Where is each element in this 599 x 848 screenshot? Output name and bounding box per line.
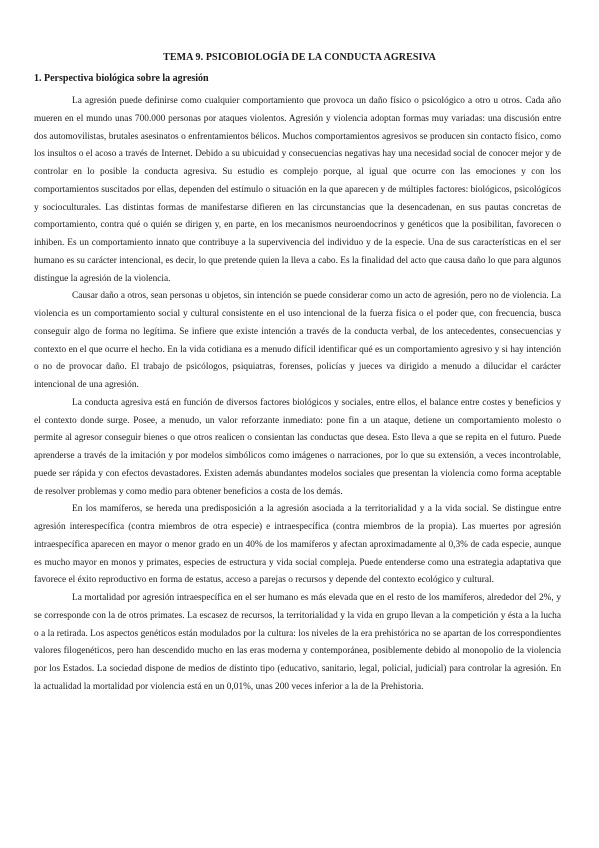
section-heading: 1. Perspectiva biológica sobre la agresión [34,73,209,84]
paragraph: En los mamíferos, se hereda una predisposición a la agresión asociada a la territorialidad y a la vida social. Se distingue entre agresión interespecífica (contra miembros de otra especie) e intraespecífica (contra miembros de la propia). Las muertes por agresión intraespecífica aparecen en mayor o menor grado en un 40% de los mamíferos y afectan aproximadamente al 0,3% de cada especie, aunque es mucho mayor en monos y primates, especies de estructura y vida social compleja. Puede entenderse como una estrategia adaptativa que favorece el éxito reproductivo en forma de estatus, acceso a parejas o recursos y depende del contexto ecológico y cultural. [34,504,561,586]
paragraph: La conducta agresiva está en función de diversos factores biológicos y sociales, entre ellos, el balance entre costes y beneficios y el contexto donde surge. Posee, a menudo, un valor reforzante inmediato: pone fin a un ataque, detiene un comportamiento molesto o permite al agresor conseguir bienes o que otros realicen o consientan las conductas que desea. Esto lleva a que se repita en el futuro. Puede aprenderse a través de la imitación y por modelos simbólicos como imágenes o narraciones, por lo que su extensión, a veces incontrolable, puede ser rápida y con efectos devastadores. Existen además abundantes modelos sociales que presentan la violencia como forma aceptable de resolver problemas y como medio para obtener beneficios a costa de los demás. [34,397,561,497]
document-body [34,93,561,697]
paragraph: Causar daño a otros, sean personas u objetos, sin intención se puede considerar como un acto de agresión, pero no de violencia. La violencia es un comportamiento social y cultural consistente en el uso intencional de la fuerza física o el poder que, con frecuencia, busca conseguir algo de forma no legítima. Se infiere que existe intención a través de la conducta verbal, de los antecedentes, consecuencias y contexto en el que ocurre el hecho. En la vida cotidiana es a menudo difícil identificar qué es un comportamiento agresivo y si hay intención o no de provocar daño. El trabajo de psicólogos, psiquiatras, forenses, policías y jueces va dirigido a menudo a dilucidar el carácter intencional de una agresión. [34,291,561,390]
paragraph: La mortalidad por agresión intraespecífica en el ser humano es más elevada que en el resto de los mamíferos, alrededor del 2%, y se corresponde con la de otros primates. La escasez de recursos, la territorialidad y la vida en grupo llevan a la competición y ésta a la lucha o a la retirada. Los aspectos genéticos están modulados por la cultura: los niveles de la era prehistórica no se apartan de los correspondientes valores filogenéticos, pero han descendido mucho en las eras moderna y contemporánea, posiblemente debido al monopolio de la violencia por los Estados. La sociedad dispone de medios de distinto tipo (educativo, sanitario, legal, policial, judicial) para controlar la agresión. En la actualidad la mortalidad por violencia está en un 0,01%, unas 200 veces inferior a la de la Prehistoria. [34,593,561,692]
paragraph: La agresión puede definirse como cualquier comportamiento que provoca un daño físico o psicológico a otro u otros. Cada año mueren en el mundo unas 700.000 personas por ataques violentos. Agresión y violencia adoptan formas muy variadas: una discusión entre dos automovilistas, brutales asesinatos o enfrentamientos bélicos. Muchos comportamientos agresivos se producen sin contacto físico, como los insultos o el acoso a través de Internet. Debido a su ubicuidad y consecuencias negativas hay una necesidad social de conocer mejor y de controlar en lo posible la conducta agresiva. Su estudio es complejo porque, al igual que ocurre con las emociones y con los comportamientos suscitados por ellas, dependen del estímulo o situación en la que aparecen y de múltiples factores: biológicos, psicológicos y socioculturales. Las distintas formas de manifestarse difieren en las circunstancias que la desencadenan, en sus pautas concretas de comportamiento, contra qué o quién se dirigen y, en parte, en los mecanismos neuroendocrinos y genéticos que la posibilitan, favorecen o inhiben. Es un comportamiento innato que contribuye a la supervivencia del individuo y de la especie. Una de sus características en el ser humano es su carácter intencional, es decir, lo que pretende quien la lleva a cabo. Es la finalidad del acto que causa daño lo que para algunos distingue la agresión de la violencia. [34,96,561,284]
document-title: TEMA 9. PSICOBIOLOGÍA DE LA CONDUCTA AGRESIVA [163,52,436,63]
